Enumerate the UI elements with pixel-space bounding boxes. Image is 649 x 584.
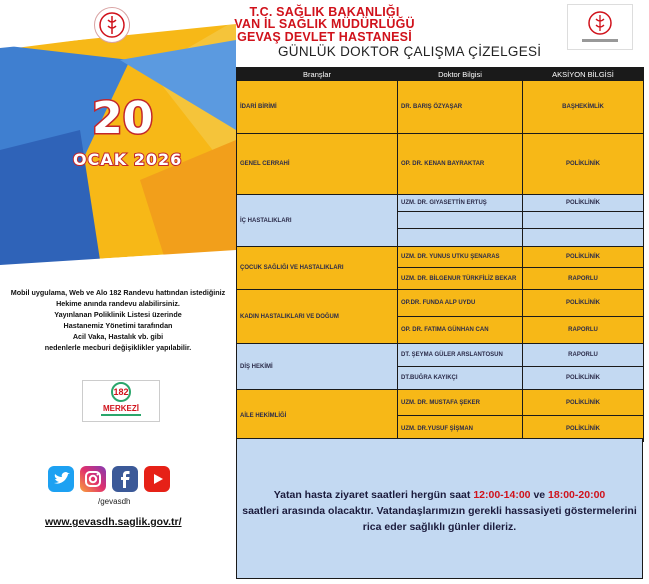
action-status bbox=[523, 229, 644, 247]
branch-name: ÇOCUK SAĞLIĞI VE HASTALIKLARI bbox=[237, 247, 398, 290]
column-header-action: AKSİYON BİLGİSİ bbox=[523, 68, 644, 81]
date-day: 20 bbox=[92, 93, 154, 144]
doctor-name: DR. BARIŞ ÖZYAŞAR bbox=[398, 81, 523, 134]
info-line: Hastanemiz Yönetimi tarafından bbox=[63, 321, 173, 330]
table-header-row bbox=[237, 68, 644, 81]
table-row bbox=[237, 290, 644, 317]
action-status: POLİKLİNİK bbox=[523, 416, 644, 442]
info-text bbox=[0, 287, 236, 353]
action-status: POLİKLİNİK bbox=[523, 290, 644, 317]
table-row bbox=[237, 390, 644, 416]
notice-hours1: 12:00-14:00 bbox=[473, 489, 531, 501]
visiting-hours-notice bbox=[236, 438, 643, 579]
branch-name: KADIN HASTALIKLARI VE DOĞUM bbox=[237, 290, 398, 344]
header-ministry: T.C. SAĞLIK BAKANLIĞI bbox=[249, 5, 400, 19]
notice-part2: ve bbox=[530, 489, 549, 501]
doctor-name: OP. DR. KENAN BAYRAKTAR bbox=[398, 134, 523, 195]
instagram-icon[interactable] bbox=[80, 466, 106, 492]
doctor-name: OP.DR. FUNDA ALP UYDU bbox=[398, 290, 523, 317]
alo-182-badge bbox=[82, 380, 160, 422]
action-status: RAPORLU bbox=[523, 268, 644, 290]
action-status bbox=[523, 212, 644, 229]
action-status: POLİKLİNİK bbox=[523, 247, 644, 268]
column-header-branch: Branşlar bbox=[237, 68, 398, 81]
table-row bbox=[237, 247, 644, 268]
table-row bbox=[237, 134, 644, 195]
action-status: POLİKLİNİK bbox=[523, 390, 644, 416]
badge-label: MERKEZİ bbox=[103, 404, 139, 413]
table-row bbox=[237, 344, 644, 367]
action-status: POLİKLİNİK bbox=[523, 367, 644, 390]
doctor-name: UZM. DR. YUNUS UTKU ŞENARAS bbox=[398, 247, 523, 268]
info-line: nedenlerle mecburi değişiklikler yapılabilir. bbox=[44, 343, 192, 352]
website-link[interactable]: www.gevasdh.saglik.gov.tr/ bbox=[45, 516, 182, 528]
info-line: Acil Vaka, Hastalık vb. gibi bbox=[72, 332, 164, 341]
notice-hours2: 18:00-20:00 bbox=[548, 489, 606, 501]
social-icons bbox=[48, 466, 170, 492]
notice-part3: saatleri arasında olacaktır. Vatandaşlarımızın gerekli hassasiyeti göstermelerini rica eder sağlıklı günler dileriz. bbox=[242, 505, 637, 533]
action-status: RAPORLU bbox=[523, 344, 644, 367]
twitter-icon[interactable] bbox=[48, 466, 74, 492]
branch-name: AİLE HEKİMLİĞİ bbox=[237, 390, 398, 442]
doctor-name: UZM. DR. MUSTAFA ŞEKER bbox=[398, 390, 523, 416]
date-month-year: OCAK 2026 bbox=[73, 150, 183, 169]
action-status: RAPORLU bbox=[523, 317, 644, 344]
column-header-doctor: Doktor Bilgisi bbox=[398, 68, 523, 81]
header-hospital: GEVAŞ DEVLET HASTANESİ bbox=[237, 30, 412, 44]
schedule-table bbox=[236, 67, 644, 442]
action-status: POLİKLİNİK bbox=[523, 195, 644, 212]
branch-name: İÇ HASTALIKLARI bbox=[237, 195, 398, 247]
social-handle: /gevasdh bbox=[98, 497, 131, 506]
info-line: Hekime anında randevu alabilirsiniz. bbox=[56, 299, 180, 308]
table-row bbox=[237, 195, 644, 212]
info-line: Mobil uygulama, Web ve Alo 182 Randevu hattından istediğiniz bbox=[10, 288, 226, 297]
doctor-name bbox=[398, 229, 523, 247]
doctor-name: UZM. DR. BİLGENUR TÜRKFİLİZ BEKAR bbox=[398, 268, 523, 290]
action-status: BAŞHEKİMLİK bbox=[523, 81, 644, 134]
doctor-name: UZM. DR.YUSUF ŞİŞMAN bbox=[398, 416, 523, 442]
info-line: Yayınlanan Poliklinik Listesi üzerinde bbox=[54, 310, 182, 319]
doctor-name: UZM. DR. GIYASETTİN ERTUŞ bbox=[398, 195, 523, 212]
table-row bbox=[237, 81, 644, 134]
branch-name: İDARİ BİRİMİ bbox=[237, 81, 398, 134]
action-status: POLİKLİNİK bbox=[523, 134, 644, 195]
facebook-icon[interactable] bbox=[112, 466, 138, 492]
notice-text bbox=[237, 487, 642, 535]
notice-part1: Yatan hasta ziyaret saatleri hergün saat bbox=[273, 489, 474, 501]
branch-name: GENEL CERRAHİ bbox=[237, 134, 398, 195]
badge-number: 182 bbox=[113, 387, 129, 397]
doctor-name bbox=[398, 212, 523, 229]
doctor-name: DT. ŞEYMA GÜLER ARSLANTOSUN bbox=[398, 344, 523, 367]
doctor-name: OP. DR. FATIMA GÜNHAN CAN bbox=[398, 317, 523, 344]
doctor-name: DT.BUĞRA KAYIKÇI bbox=[398, 367, 523, 390]
youtube-icon[interactable] bbox=[144, 466, 170, 492]
header-directorate: VAN İL SAĞLIK MÜDÜRLÜĞÜ bbox=[234, 17, 415, 31]
branch-name: DİŞ HEKİMİ bbox=[237, 344, 398, 390]
page-title: GÜNLÜK DOKTOR ÇALIŞMA ÇİZELGESİ bbox=[278, 44, 542, 59]
